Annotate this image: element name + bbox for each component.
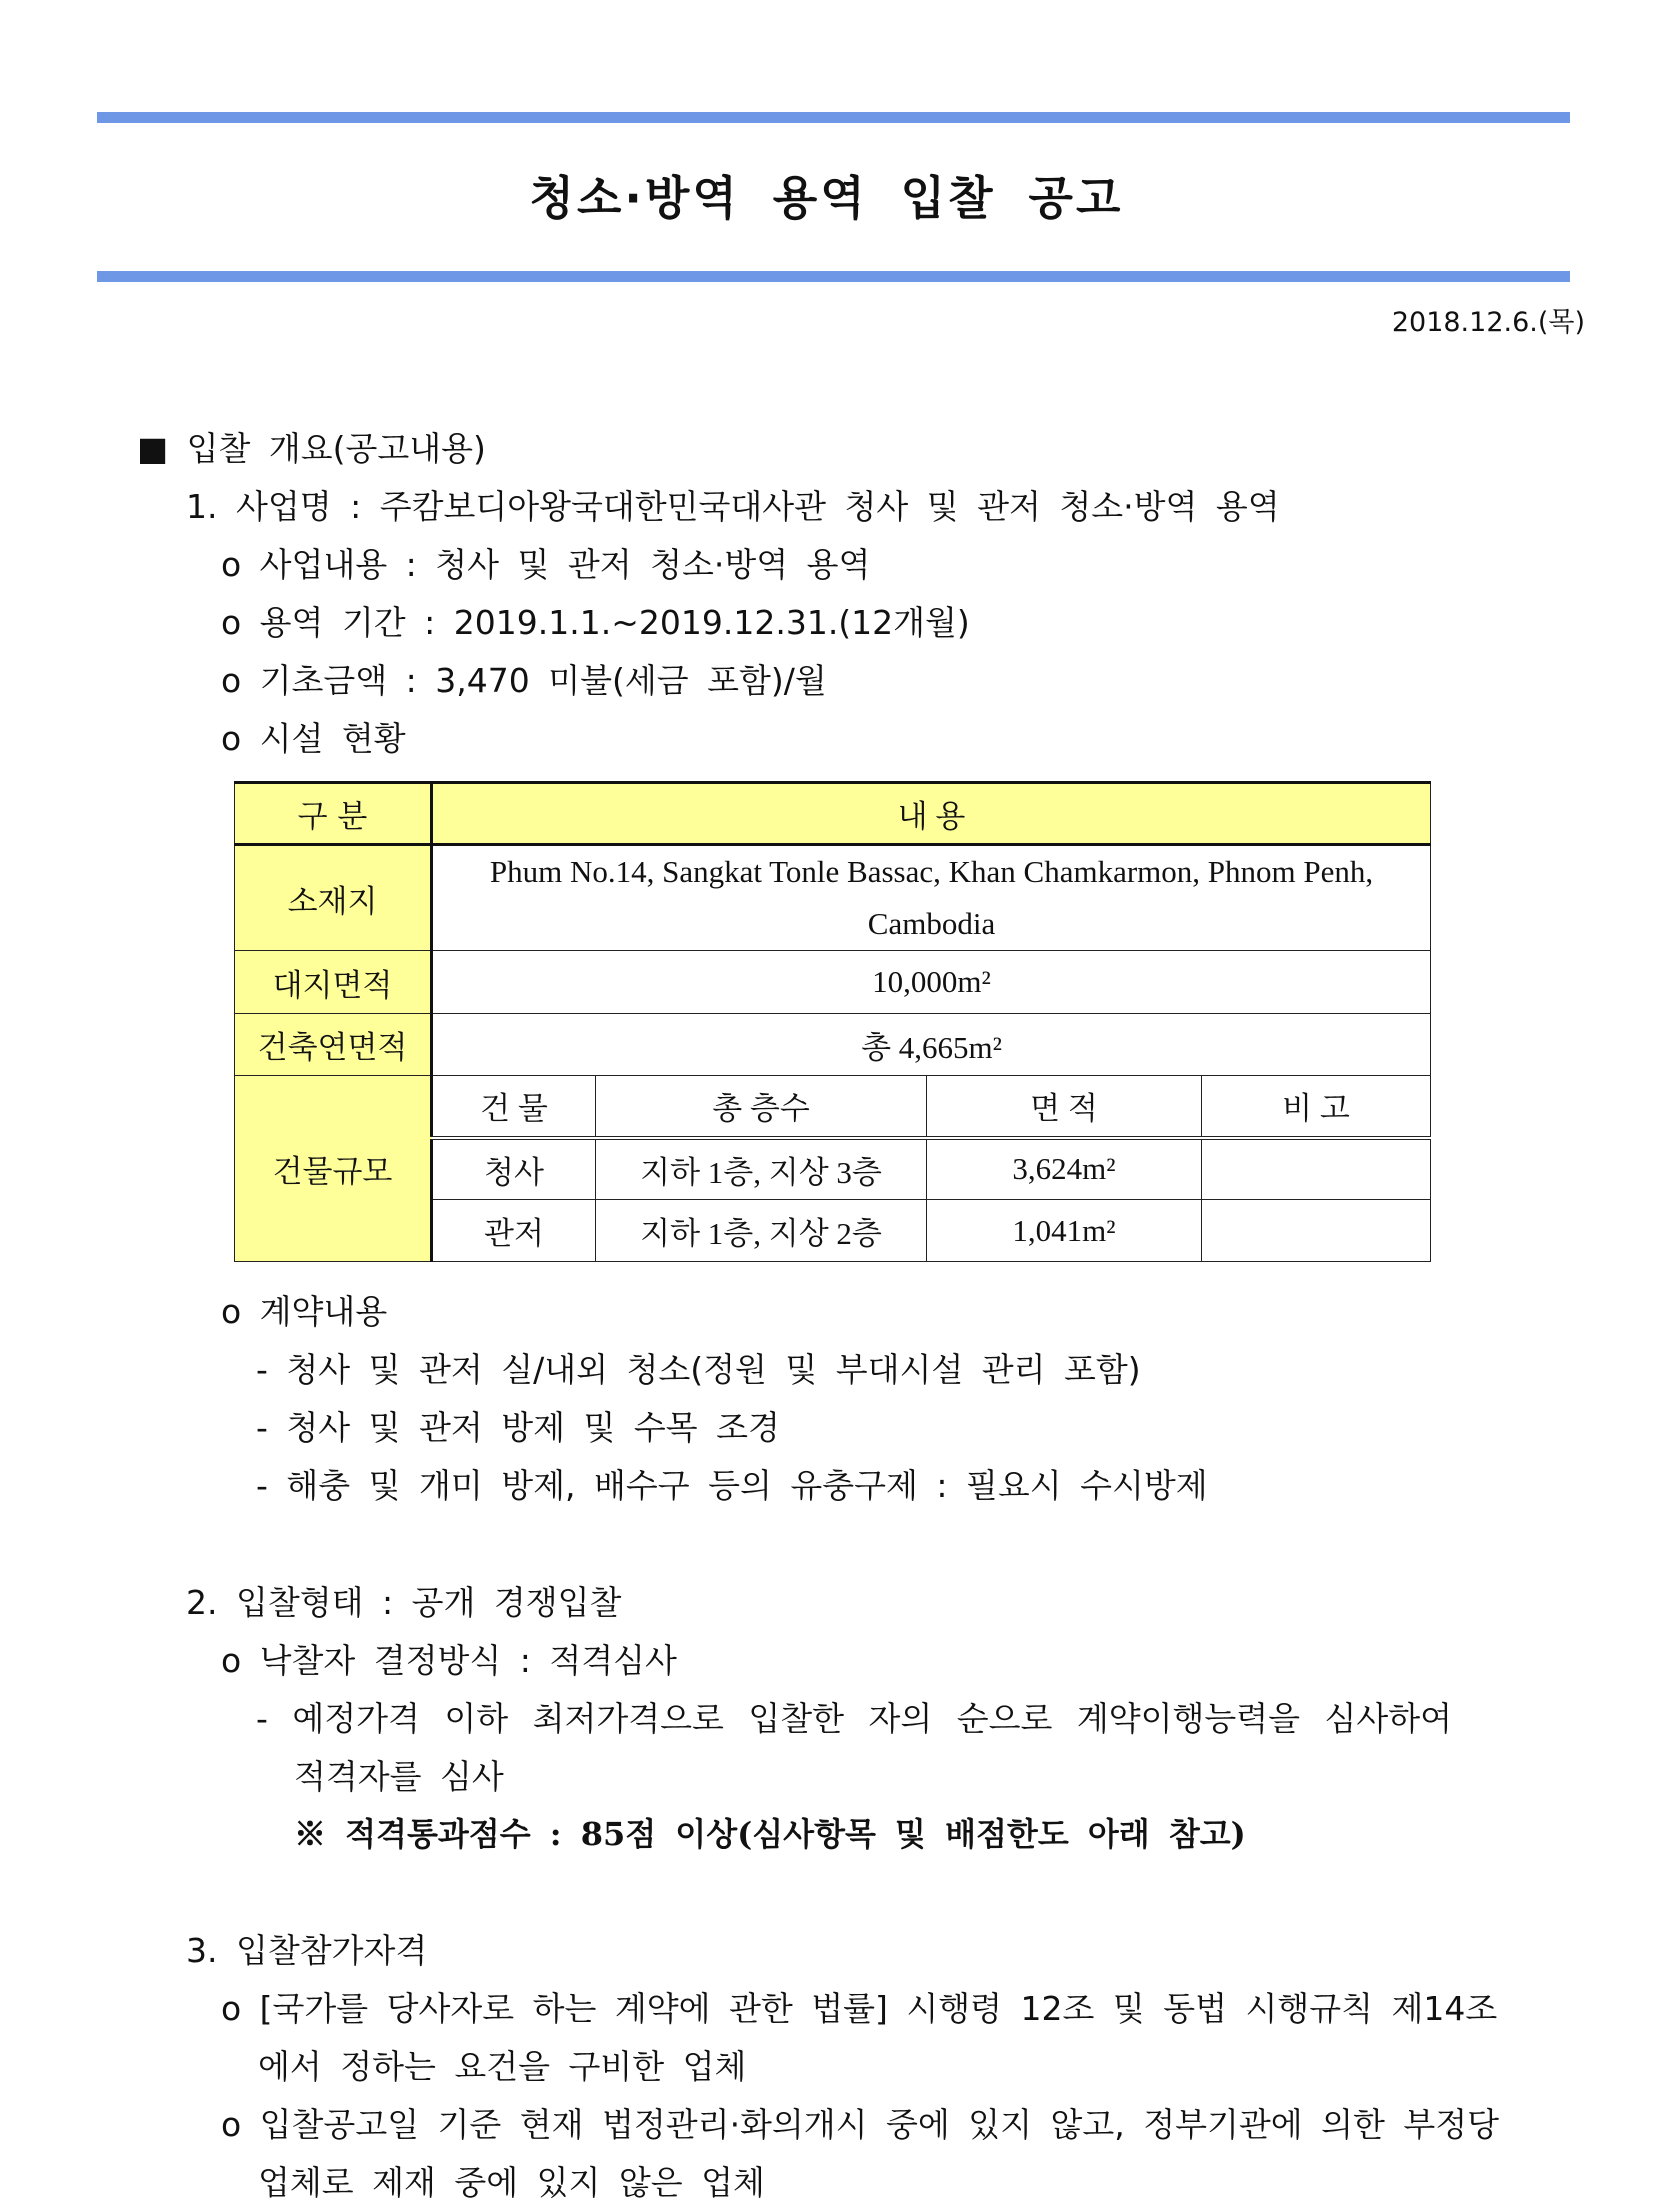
table-header-content: 내 용: [432, 783, 1431, 845]
subheader-area: 면 적: [927, 1076, 1202, 1138]
section1-item: o 시설 현황: [221, 719, 406, 758]
row-building: 관저: [432, 1200, 596, 1262]
contract-item: - 청사 및 관저 실/내외 청소(정원 및 부대시설 관리 포함): [256, 1350, 1141, 1389]
section3-item: o [국가를 당사자로 하는 계약에 관한 법률] 시행령 12조 및 동법 시행규칙 제14조: [221, 1989, 1498, 2028]
location-label: 소재지: [235, 845, 432, 951]
section3-heading: 3. 입찰참가자격: [186, 1931, 428, 1970]
building-label: 건물규모: [235, 1076, 432, 1262]
contract-item: - 해충 및 개미 방제, 배수구 등의 유충구제 : 필요시 수시방제: [256, 1466, 1208, 1505]
subheader-floors: 총 층수: [596, 1076, 927, 1138]
title-bottom-rule: [97, 271, 1570, 282]
location-value: Phum No.14, Sangkat Tonle Bassac, Khan Chamkarmon, Phnom Penh, Cambodia: [432, 845, 1431, 951]
row-floors: 지하 1층, 지상 3층: [596, 1138, 927, 1200]
floor-area-value: 총 4,665m²: [432, 1014, 1431, 1076]
section2-method: o 낙찰자 결정방식 : 적격심사: [221, 1641, 677, 1680]
row-note: [1202, 1200, 1431, 1262]
site-area-value: 10,000m²: [432, 951, 1431, 1014]
row-floors: 지하 1층, 지상 2층: [596, 1200, 927, 1262]
row-note: [1202, 1138, 1431, 1200]
section3-item-cont: 업체로 제재 중에 있지 않은 업체: [258, 2163, 765, 2202]
row-area: 1,041m²: [927, 1200, 1202, 1262]
page-title: 청소·방역 용역 입찰 공고: [529, 171, 1124, 225]
notice-date: 2018.12.6.(목): [1391, 307, 1585, 338]
section1-heading: 1. 사업명 : 주캄보디아왕국대한민국대사관 청사 및 관저 청소·방역 용역: [186, 487, 1280, 526]
overview-heading: ■ 입찰 개요(공고내용): [137, 429, 486, 468]
section3-item: o 입찰공고일 기준 현재 법정관리·화의개시 중에 있지 않고, 정부기관에 의한 부정당: [221, 2105, 1500, 2144]
site-area-label: 대지면적: [235, 951, 432, 1014]
section2-heading: 2. 입찰형태 : 공개 경쟁입찰: [186, 1583, 622, 1622]
section1-item: o 사업내용 : 청사 및 관저 청소·방역 용역: [221, 545, 871, 584]
section2-pass-score-note: ※ 적격통과점수 : 85점 이상(심사항목 및 배점한도 아래 참고): [294, 1815, 1246, 1853]
contract-heading: o 계약내용: [221, 1292, 388, 1331]
row-area: 3,624m²: [927, 1138, 1202, 1200]
floor-area-label: 건축연면적: [235, 1014, 432, 1076]
table-header-label: 구 분: [235, 783, 432, 845]
section2-detail: - 예정가격 이하 최저가격으로 입찰한 자의 순으로 계약이행능력을 심사하여: [256, 1699, 1453, 1738]
row-building: 청사: [432, 1138, 596, 1200]
facility-table: [234, 781, 1431, 1262]
contract-item: - 청사 및 관저 방제 및 수목 조경: [256, 1408, 780, 1447]
section1-item: o 용역 기간 : 2019.1.1.~2019.12.31.(12개월): [221, 603, 970, 642]
subheader-building: 건 물: [432, 1076, 596, 1138]
title-top-rule: [97, 112, 1570, 123]
section3-item-cont: 에서 정하는 요건을 구비한 업체: [258, 2047, 747, 2086]
section1-item: o 기초금액 : 3,470 미불(세금 포함)/월: [221, 661, 827, 700]
section2-detail-cont: 적격자를 심사: [294, 1757, 504, 1796]
subheader-note: 비 고: [1202, 1076, 1431, 1138]
